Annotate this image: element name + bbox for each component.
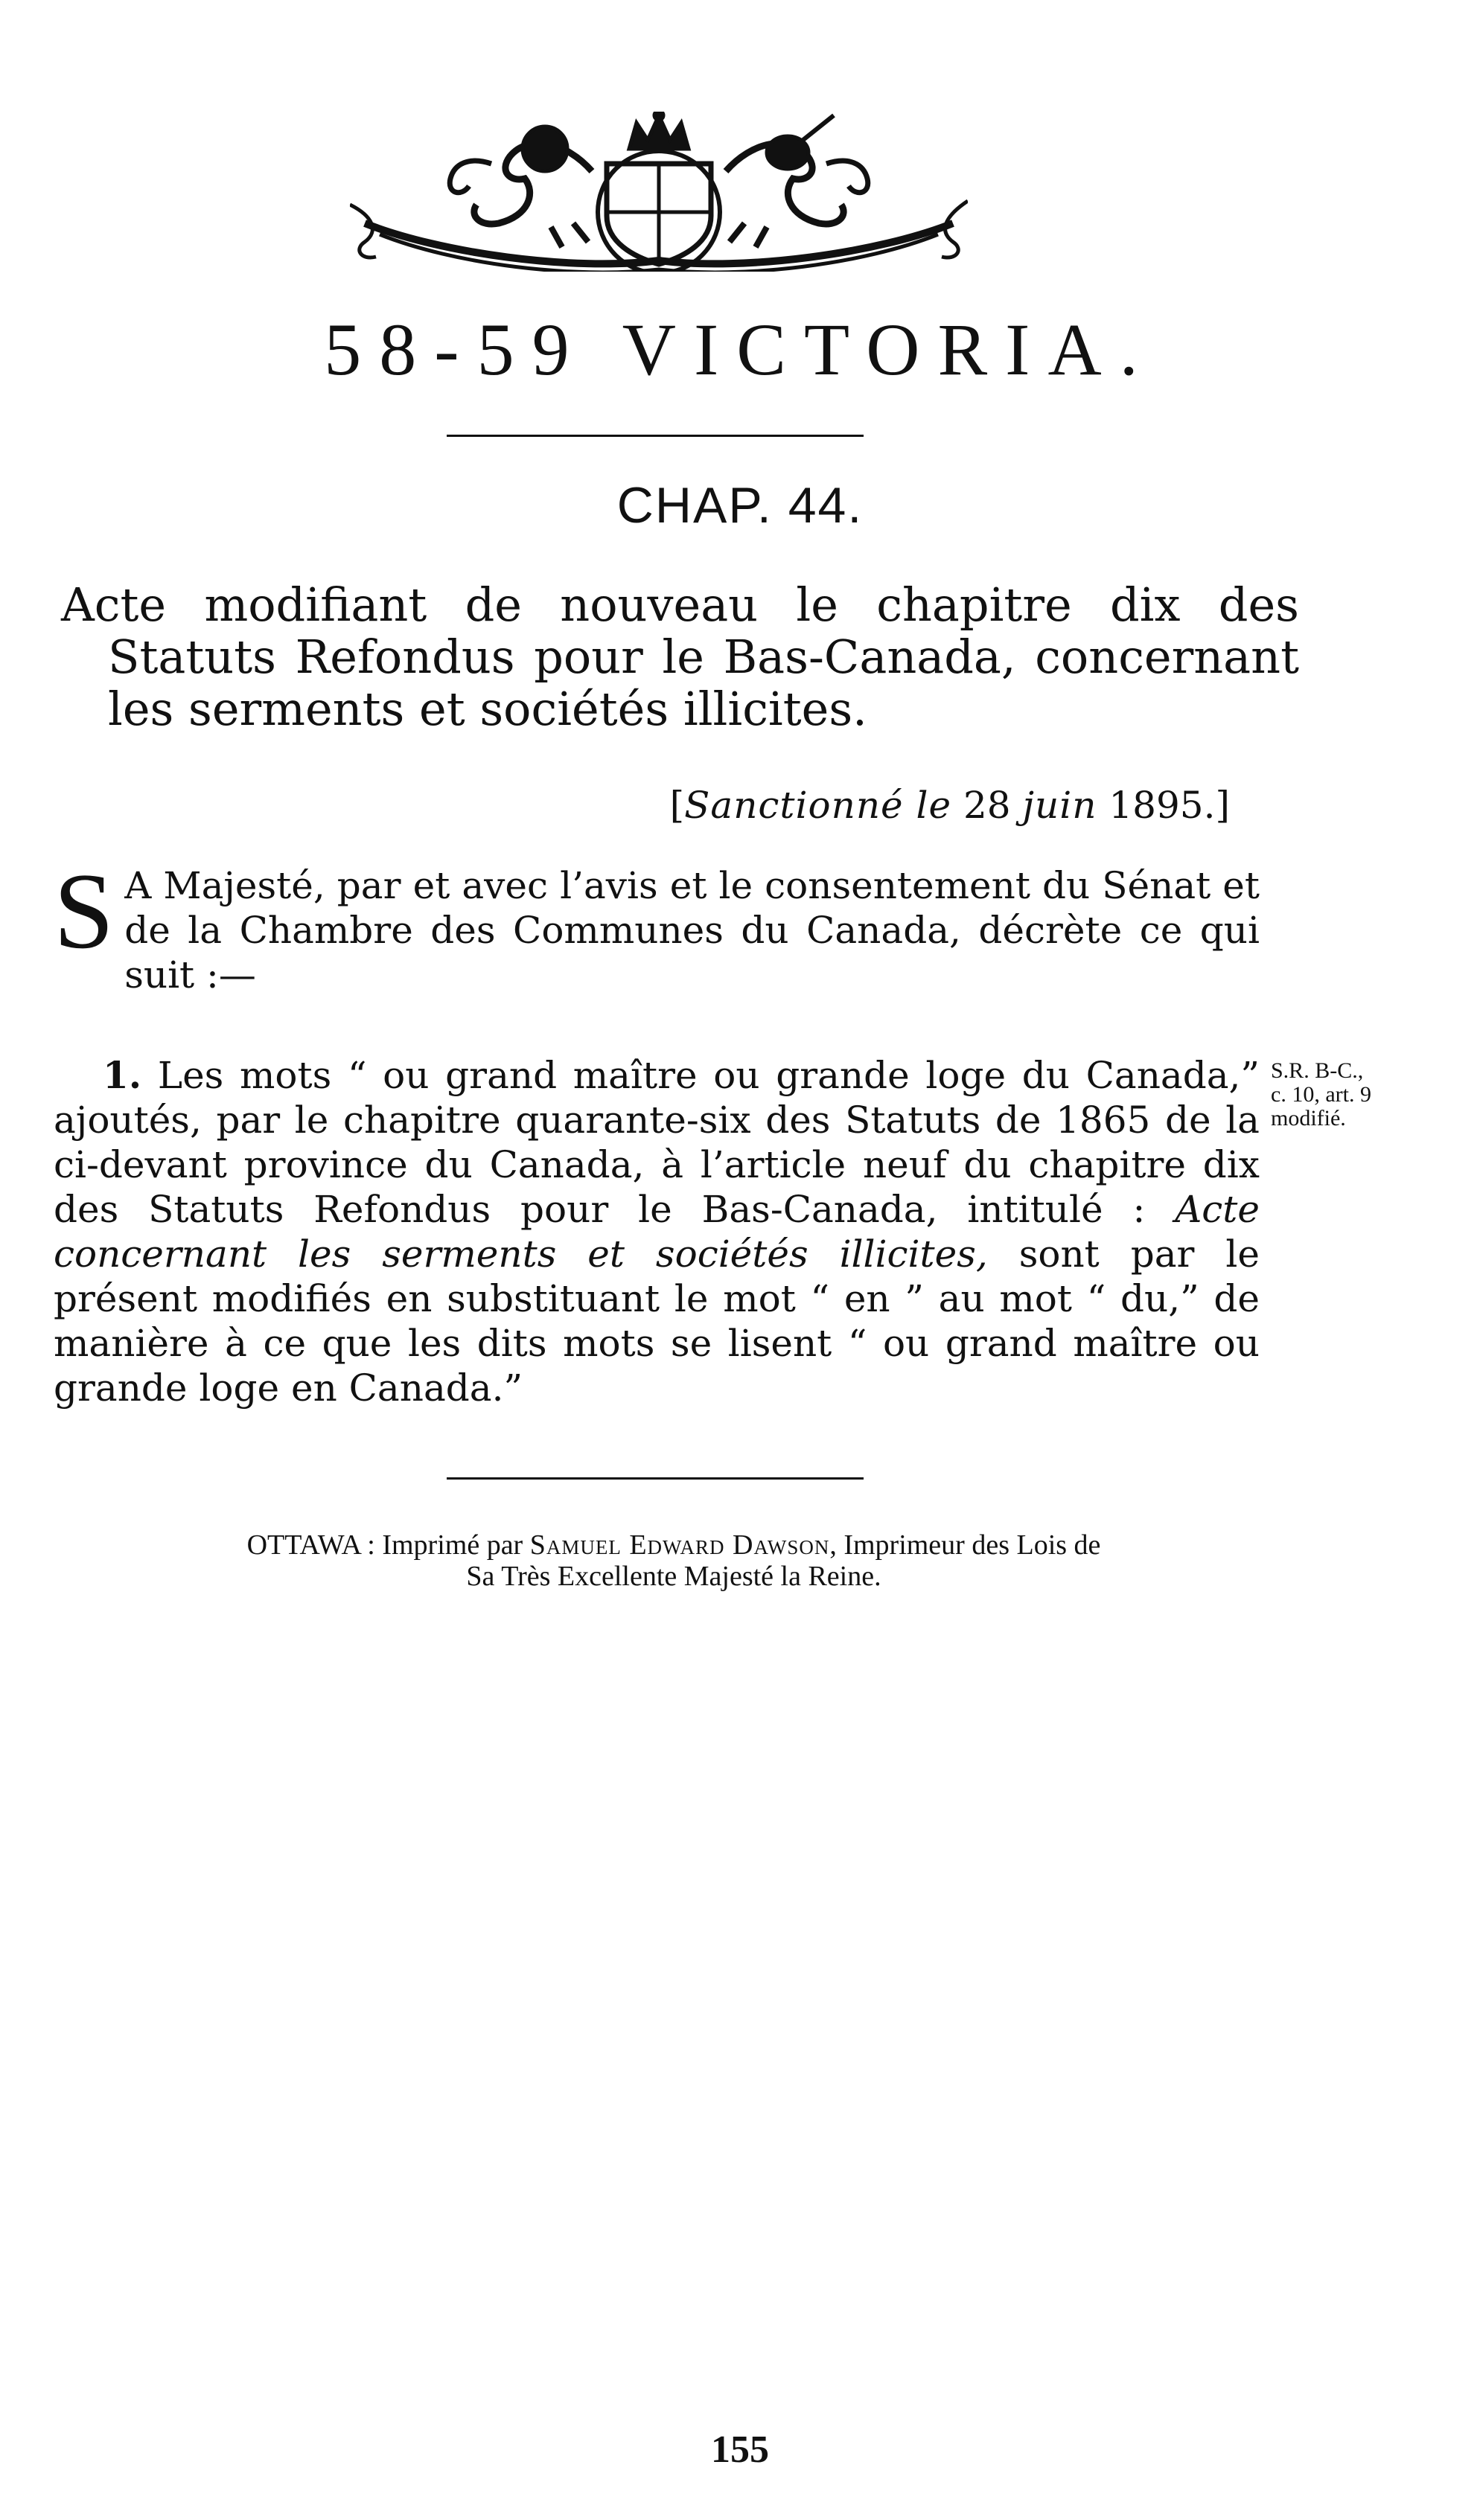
margin-note-line: modifié. — [1271, 1106, 1346, 1131]
assent-open-bracket: [ — [669, 784, 685, 827]
assent-word: Sanctionné le — [684, 784, 952, 827]
section-text-a: Les mots “ ou grand maître ou grande loge du Canada,” ajoutés, par le chapitre quarante-six des Statuts de 1865 de la ci-devant province du Canada, à l’article neuf du chapitre dix des Statuts Refondus pour le Bas-Canada, intitulé : — [54, 1054, 1260, 1231]
assent-year: 1895.] — [1109, 784, 1230, 827]
assent-month: juin — [1022, 784, 1097, 827]
divider-rule-top — [447, 435, 864, 437]
section-number: 1. — [103, 1053, 142, 1097]
reign-heading: 58-59 VICTORIA. — [324, 308, 1156, 391]
royal-coat-of-arms-icon — [350, 112, 968, 272]
enacting-text: A Majesté, par et avec l’avis et le consentement du Sénat et de la Chambre des Communes du Canada, décrète ce qui suit :— — [124, 864, 1260, 997]
divider-rule-bottom — [447, 1477, 864, 1480]
imprint-printer-name: Samuel Edward Dawson — [529, 1529, 830, 1561]
marginal-note — [1271, 1059, 1449, 1131]
imprint-printed-by: Imprimé par — [382, 1529, 523, 1561]
margin-note-line: S.R. B-C., — [1271, 1058, 1364, 1083]
assent-date — [0, 783, 1230, 828]
chapter-heading: CHAP. 44. — [616, 477, 864, 534]
assent-day: 28 — [963, 784, 1011, 827]
drop-cap: S — [54, 851, 115, 971]
section-act-title-italic: Acte concernant les serments et sociétés illicites, — [54, 1188, 1260, 1276]
margin-note-line: c. 10, art. 9 — [1271, 1082, 1371, 1107]
enacting-clause — [54, 851, 1260, 997]
act-title: Acte modifiant de nouveau le chapitre dix des Statuts Refondus pour le Bas-Canada, concernant les serments et sociétés illicites. — [61, 578, 1299, 736]
section-text-b: sont par le présent modifiés en substituant le mot “ en ” au mot “ du,” de manière à ce que les dits mots se lisent “ ou grand maître ou grande loge en Canada.” — [54, 1232, 1260, 1410]
page-number: 155 — [711, 2428, 769, 2471]
imprint-role-line1: , Imprimeur des Lois de — [829, 1529, 1101, 1561]
printer-imprint — [123, 1529, 1225, 1592]
imprint-place: OTTAWA : — [246, 1529, 375, 1561]
imprint-role-line2: Sa Très Excellente Majesté la Reine. — [466, 1561, 881, 1592]
section-1 — [54, 1053, 1260, 1410]
